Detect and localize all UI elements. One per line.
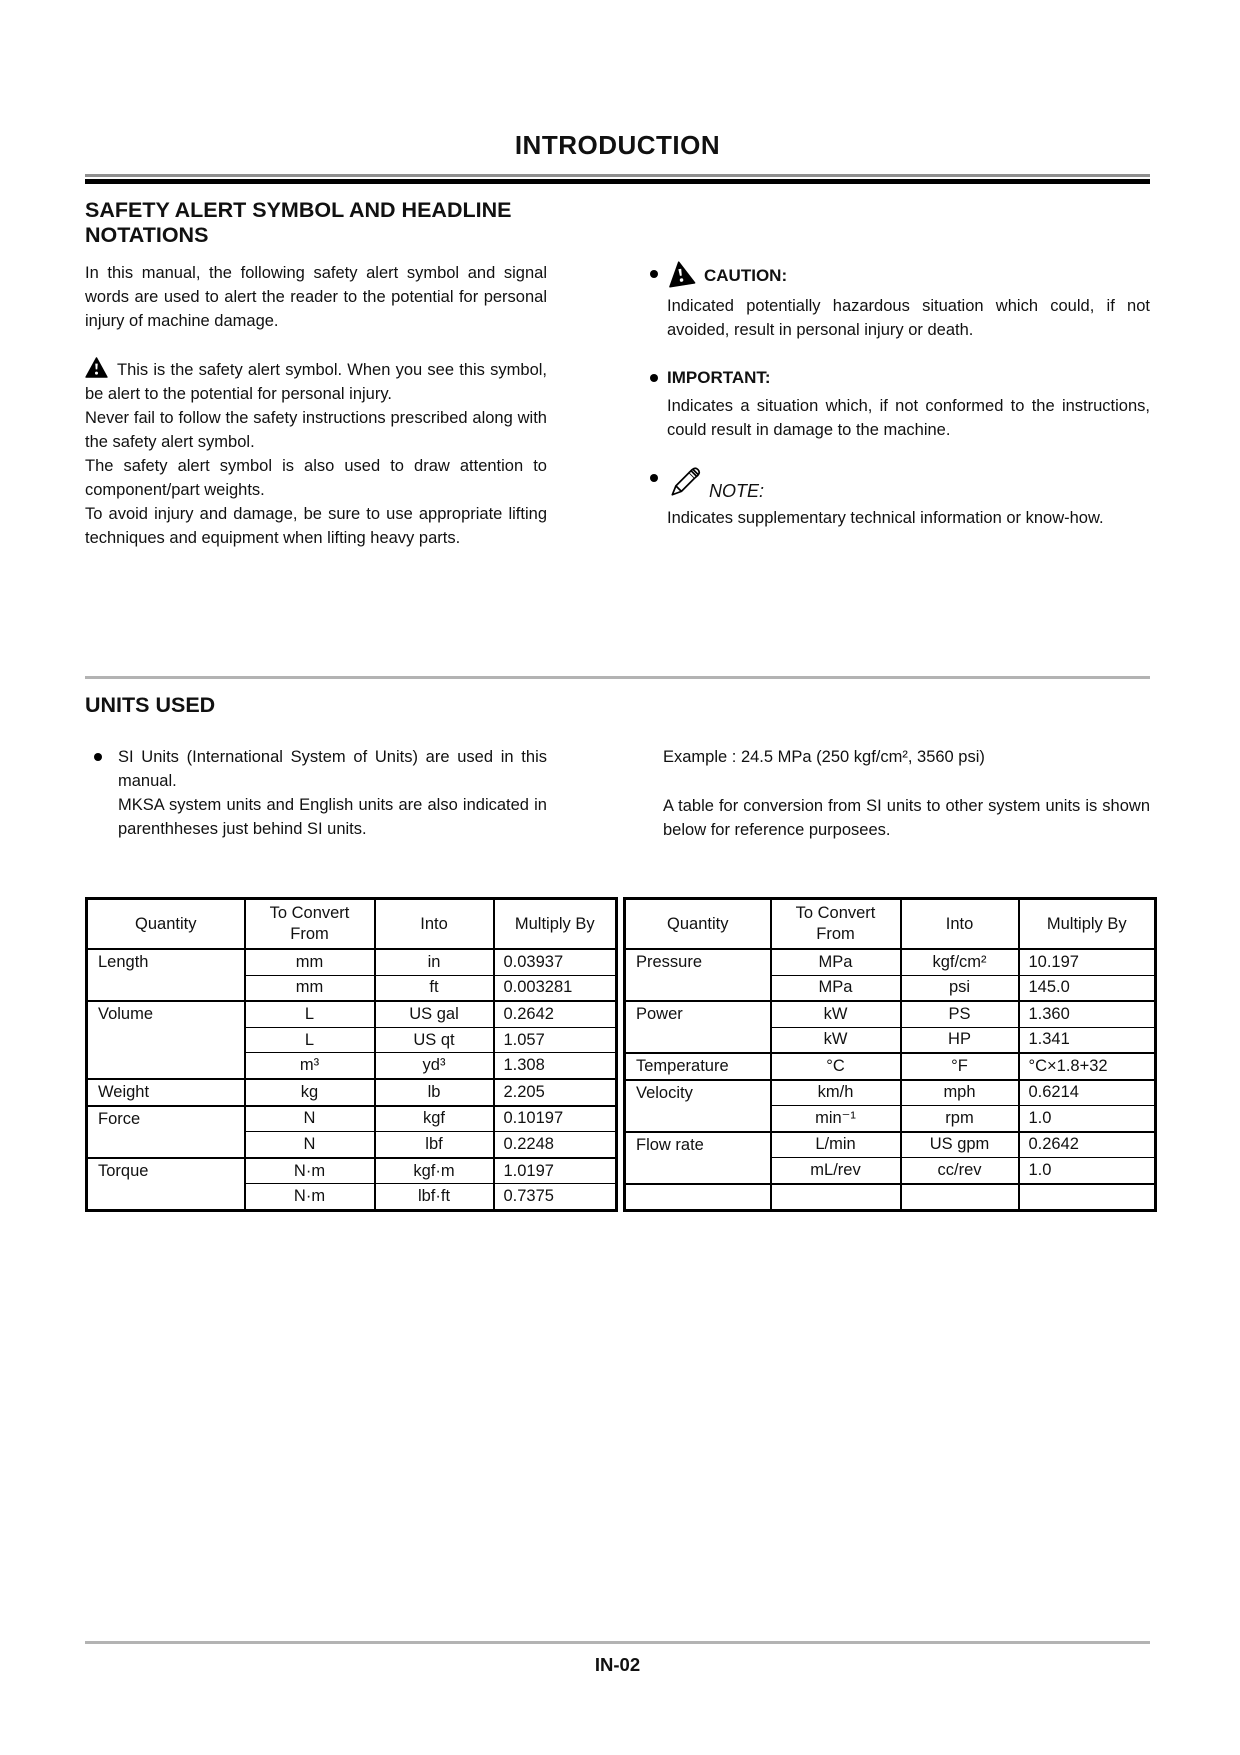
convert-from-cell: °C bbox=[771, 1053, 901, 1080]
notice-note bbox=[650, 465, 1150, 530]
multiply-by-cell: 1.0 bbox=[1019, 1158, 1156, 1184]
safety-symbol-text: Never fail to follow the safety instructions prescribed along with the safety alert symbol. bbox=[85, 409, 547, 451]
units-line-mksa: MKSA system units and English units are also indicated in parenthheses just behind SI units. bbox=[118, 796, 547, 838]
table-header-row bbox=[625, 899, 1156, 950]
quantity-cell: Flow rate bbox=[625, 1132, 771, 1184]
footer-rule bbox=[85, 1641, 1150, 1644]
col-header-convert-from: To Convert From bbox=[245, 899, 375, 950]
safety-symbol-paragraphs bbox=[85, 357, 547, 550]
multiply-by-cell: 10.197 bbox=[1019, 949, 1156, 975]
safety-alert-triangle-icon bbox=[85, 361, 117, 379]
multiply-by-cell: 0.7375 bbox=[494, 1184, 617, 1211]
title-rule-gray bbox=[85, 174, 1150, 177]
convert-from-cell: mm bbox=[245, 975, 375, 1001]
safety-left-column bbox=[85, 261, 547, 553]
into-cell: HP bbox=[901, 1027, 1019, 1053]
multiply-by-cell bbox=[1019, 1184, 1156, 1211]
quantity-cell: Torque bbox=[87, 1158, 245, 1211]
convert-from-cell: MPa bbox=[771, 975, 901, 1001]
table-row bbox=[87, 949, 617, 975]
convert-from-cell: kg bbox=[245, 1079, 375, 1106]
safety-symbol-paragraph bbox=[85, 357, 547, 406]
conversion-table bbox=[85, 897, 1157, 1212]
quantity-cell: Temperature bbox=[625, 1053, 771, 1080]
convert-from-cell bbox=[771, 1184, 901, 1211]
multiply-by-cell: 0.003281 bbox=[494, 975, 617, 1001]
convert-from-cell: N·m bbox=[245, 1184, 375, 1211]
quantity-cell: Force bbox=[87, 1106, 245, 1158]
into-cell: yd³ bbox=[375, 1053, 494, 1079]
table-header-row bbox=[87, 899, 617, 950]
multiply-by-cell: 0.2642 bbox=[494, 1001, 617, 1027]
multiply-by-cell: 1.360 bbox=[1019, 1001, 1156, 1027]
col-header-convert-from: To Convert From bbox=[771, 899, 901, 950]
into-cell: rpm bbox=[901, 1106, 1019, 1132]
note-body: Indicates supplementary technical information or know-how. bbox=[667, 509, 1104, 527]
quantity-cell: Volume bbox=[87, 1001, 245, 1079]
page-title: INTRODUCTION bbox=[514, 130, 721, 160]
into-cell: US qt bbox=[375, 1027, 494, 1053]
quantity-cell: Velocity bbox=[625, 1080, 771, 1132]
quantity-cell: Weight bbox=[87, 1079, 245, 1106]
into-cell: US gal bbox=[375, 1001, 494, 1027]
multiply-by-cell: 2.205 bbox=[494, 1079, 617, 1106]
multiply-by-cell: 0.6214 bbox=[1019, 1080, 1156, 1106]
multiply-by-cell: 1.0197 bbox=[494, 1158, 617, 1184]
table-row bbox=[625, 1001, 1156, 1027]
multiply-by-cell: 0.10197 bbox=[494, 1106, 617, 1132]
into-cell: kgf·m bbox=[375, 1158, 494, 1184]
multiply-by-cell: 145.0 bbox=[1019, 975, 1156, 1001]
section-divider-rule bbox=[85, 676, 1150, 679]
convert-from-cell: N·m bbox=[245, 1158, 375, 1184]
units-section bbox=[85, 676, 1150, 842]
into-cell: kgf/cm² bbox=[901, 949, 1019, 975]
note-heading bbox=[667, 465, 1150, 502]
safety-intro-paragraph: In this manual, the following safety alert symbol and signal words are used to alert the reader to the potential for personal injury of machine damage. bbox=[85, 264, 547, 330]
multiply-by-cell: 1.341 bbox=[1019, 1027, 1156, 1053]
units-left-column bbox=[85, 745, 547, 842]
convert-from-cell: L bbox=[245, 1001, 375, 1027]
safety-symbol-lead-text: This is the safety alert symbol. When you see this symbol, be alert to the potential for personal injury. bbox=[85, 361, 547, 403]
convert-from-cell: L bbox=[245, 1027, 375, 1053]
units-bullet-item bbox=[85, 745, 547, 841]
table-row bbox=[625, 949, 1156, 975]
units-line-si: SI Units (International System of Units) are used in this manual. bbox=[118, 748, 547, 790]
into-cell: mph bbox=[901, 1080, 1019, 1106]
bullet-icon bbox=[650, 270, 658, 278]
convert-from-cell: kW bbox=[771, 1027, 901, 1053]
col-header-quantity: Quantity bbox=[625, 899, 771, 950]
important-body: Indicates a situation which, if not conformed to the instructions, could result in damage to the machine. bbox=[667, 397, 1150, 439]
convert-from-cell: mm bbox=[245, 949, 375, 975]
caution-body: Indicated potentially hazardous situation which could, if not avoided, result in personal injury or death. bbox=[667, 297, 1150, 339]
into-cell: kgf bbox=[375, 1106, 494, 1132]
multiply-by-cell: 0.2642 bbox=[1019, 1132, 1156, 1158]
notice-important bbox=[650, 365, 1150, 442]
into-cell: °F bbox=[901, 1053, 1019, 1080]
quantity-cell bbox=[625, 1184, 771, 1211]
convert-from-cell: L/min bbox=[771, 1132, 901, 1158]
multiply-by-cell: 0.03937 bbox=[494, 949, 617, 975]
into-cell: lbf·ft bbox=[375, 1184, 494, 1211]
into-cell: PS bbox=[901, 1001, 1019, 1027]
safety-symbol-text: The safety alert symbol is also used to draw attention to component/part weights. bbox=[85, 457, 547, 499]
into-cell: lbf bbox=[375, 1132, 494, 1158]
convert-from-cell: km/h bbox=[771, 1080, 901, 1106]
quantity-cell: Pressure bbox=[625, 949, 771, 1001]
conversion-table-left bbox=[85, 897, 618, 1212]
into-cell: in bbox=[375, 949, 494, 975]
units-bullet-text bbox=[118, 745, 547, 841]
notice-caution bbox=[650, 261, 1150, 342]
convert-from-cell: m³ bbox=[245, 1053, 375, 1079]
quantity-cell: Length bbox=[87, 949, 245, 1001]
table-row bbox=[87, 1106, 617, 1132]
col-header-multiply-by: Multiply By bbox=[1019, 899, 1156, 950]
table-row bbox=[87, 1001, 617, 1027]
note-label: NOTE: bbox=[709, 481, 765, 501]
convert-from-cell: MPa bbox=[771, 949, 901, 975]
into-cell bbox=[901, 1184, 1019, 1211]
convert-from-cell: N bbox=[245, 1106, 375, 1132]
table-row bbox=[625, 1132, 1156, 1158]
into-cell: lb bbox=[375, 1079, 494, 1106]
multiply-by-cell: 0.2248 bbox=[494, 1132, 617, 1158]
safety-section-heading: SAFETY ALERT SYMBOL AND HEADLINE NOTATIONS bbox=[85, 198, 512, 247]
convert-from-cell: mL/rev bbox=[771, 1158, 901, 1184]
bullet-icon bbox=[650, 474, 658, 482]
units-columns bbox=[85, 745, 1150, 842]
convert-from-cell: min⁻¹ bbox=[771, 1106, 901, 1132]
safety-right-column bbox=[650, 261, 1150, 553]
important-label: IMPORTANT: bbox=[667, 368, 771, 387]
header-section bbox=[85, 130, 1150, 553]
multiply-by-cell: °C×1.8+32 bbox=[1019, 1053, 1156, 1080]
safety-alert-triangle-icon bbox=[667, 261, 694, 291]
multiply-by-cell: 1.0 bbox=[1019, 1106, 1156, 1132]
safety-symbol-text: To avoid injury and damage, be sure to use appropriate lifting techniques and equipment when lifting heavy parts. bbox=[85, 505, 547, 547]
into-cell: US gpm bbox=[901, 1132, 1019, 1158]
units-section-heading: UNITS USED bbox=[85, 693, 216, 717]
conversion-table-right bbox=[623, 897, 1157, 1212]
page-number: IN-02 bbox=[594, 1654, 641, 1675]
table-row bbox=[87, 1079, 617, 1106]
into-cell: psi bbox=[901, 975, 1019, 1001]
page-footer bbox=[85, 1641, 1150, 1676]
conversion-table-intro: A table for conversion from SI units to other system units is shown below for reference purposees. bbox=[663, 797, 1150, 839]
col-header-multiply-by: Multiply By bbox=[494, 899, 617, 950]
caution-label: CAUTION: bbox=[704, 266, 788, 285]
into-cell: cc/rev bbox=[901, 1158, 1019, 1184]
safety-columns bbox=[85, 261, 1150, 553]
table-row bbox=[625, 1184, 1156, 1211]
col-header-quantity: Quantity bbox=[87, 899, 245, 950]
col-header-into: Into bbox=[901, 899, 1019, 950]
units-example: Example : 24.5 MPa (250 kgf/cm², 3560 psi) bbox=[663, 748, 985, 766]
title-rule-black bbox=[85, 179, 1150, 184]
important-heading bbox=[667, 365, 1150, 391]
table-row bbox=[87, 1158, 617, 1184]
caution-heading bbox=[667, 261, 1150, 291]
convert-from-cell: kW bbox=[771, 1001, 901, 1027]
multiply-by-cell: 1.057 bbox=[494, 1027, 617, 1053]
pencil-icon bbox=[667, 465, 703, 502]
units-right-column bbox=[650, 745, 1150, 842]
multiply-by-cell: 1.308 bbox=[494, 1053, 617, 1079]
into-cell: ft bbox=[375, 975, 494, 1001]
table-row bbox=[625, 1053, 1156, 1080]
bullet-icon bbox=[94, 753, 102, 761]
convert-from-cell: N bbox=[245, 1132, 375, 1158]
col-header-into: Into bbox=[375, 899, 494, 950]
bullet-icon bbox=[650, 374, 658, 382]
table-row bbox=[625, 1080, 1156, 1106]
quantity-cell: Power bbox=[625, 1001, 771, 1053]
